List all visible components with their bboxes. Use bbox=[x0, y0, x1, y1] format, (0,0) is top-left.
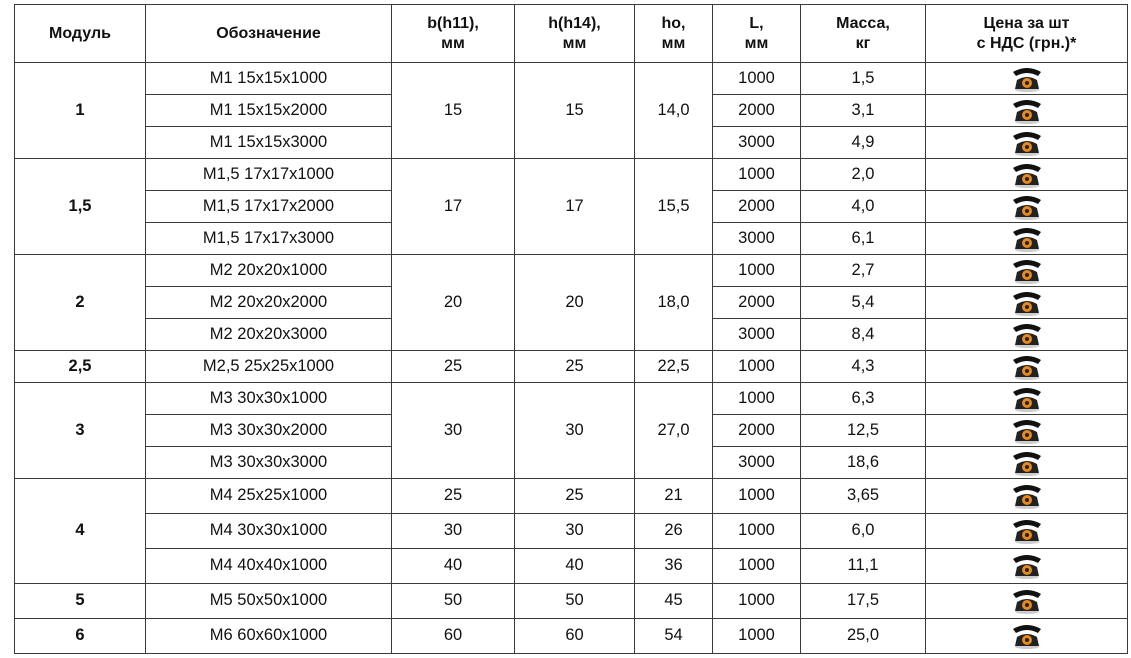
price-cell[interactable] bbox=[926, 319, 1128, 351]
telephone-icon[interactable] bbox=[1011, 98, 1043, 124]
col-header-h: h(h14), мм bbox=[515, 5, 635, 63]
ho-cell: 15,5 bbox=[635, 159, 713, 255]
h-cell: 60 bbox=[515, 619, 635, 654]
length-cell: 1000 bbox=[713, 514, 801, 549]
price-cell[interactable] bbox=[926, 584, 1128, 619]
length-cell: 3000 bbox=[713, 127, 801, 159]
module-cell: 1,5 bbox=[15, 159, 146, 255]
designation-cell: М3 30х30х2000 bbox=[146, 415, 392, 447]
header-row bbox=[15, 5, 1128, 63]
telephone-icon[interactable] bbox=[1011, 130, 1043, 156]
price-cell[interactable] bbox=[926, 514, 1128, 549]
col-header-length: L, мм bbox=[713, 5, 801, 63]
table-row bbox=[15, 584, 1128, 619]
col-header-b: b(h11), мм bbox=[392, 5, 515, 63]
price-cell[interactable] bbox=[926, 95, 1128, 127]
length-cell: 1000 bbox=[713, 549, 801, 584]
mass-cell: 3,1 bbox=[801, 95, 926, 127]
table-row bbox=[15, 351, 1128, 383]
h-cell: 50 bbox=[515, 584, 635, 619]
ho-cell: 54 bbox=[635, 619, 713, 654]
b-cell: 25 bbox=[392, 351, 515, 383]
length-cell: 3000 bbox=[713, 447, 801, 479]
col-header-module: Модуль bbox=[15, 5, 146, 63]
telephone-icon[interactable] bbox=[1011, 450, 1043, 476]
designation-cell: М4 25х25х1000 bbox=[146, 479, 392, 514]
mass-cell: 18,6 bbox=[801, 447, 926, 479]
designation-cell: М1,5 17х17х1000 bbox=[146, 159, 392, 191]
telephone-icon[interactable] bbox=[1011, 290, 1043, 316]
table-row bbox=[15, 619, 1128, 654]
length-cell: 2000 bbox=[713, 415, 801, 447]
h-cell: 25 bbox=[515, 351, 635, 383]
module-cell: 6 bbox=[15, 619, 146, 654]
designation-cell: М1 15х15х3000 bbox=[146, 127, 392, 159]
h-cell: 30 bbox=[515, 514, 635, 549]
module-cell: 2 bbox=[15, 255, 146, 351]
length-cell: 2000 bbox=[713, 95, 801, 127]
price-cell[interactable] bbox=[926, 287, 1128, 319]
telephone-icon[interactable] bbox=[1011, 162, 1043, 188]
ho-cell: 27,0 bbox=[635, 383, 713, 479]
table-row bbox=[15, 514, 1128, 549]
telephone-icon[interactable] bbox=[1011, 322, 1043, 348]
length-cell: 1000 bbox=[713, 619, 801, 654]
b-cell: 40 bbox=[392, 549, 515, 584]
mass-cell: 1,5 bbox=[801, 63, 926, 95]
designation-cell: М5 50х50х1000 bbox=[146, 584, 392, 619]
designation-cell: М6 60х60х1000 bbox=[146, 619, 392, 654]
b-cell: 30 bbox=[392, 383, 515, 479]
col-header-ho: ho, мм bbox=[635, 5, 713, 63]
ho-cell: 18,0 bbox=[635, 255, 713, 351]
length-cell: 1000 bbox=[713, 383, 801, 415]
mass-cell: 11,1 bbox=[801, 549, 926, 584]
telephone-icon[interactable] bbox=[1011, 518, 1043, 544]
telephone-icon[interactable] bbox=[1011, 354, 1043, 380]
table-row bbox=[15, 383, 1128, 415]
module-cell: 2,5 bbox=[15, 351, 146, 383]
b-cell: 15 bbox=[392, 63, 515, 159]
designation-cell: М1 15х15х2000 bbox=[146, 95, 392, 127]
telephone-icon[interactable] bbox=[1011, 66, 1043, 92]
mass-cell: 3,65 bbox=[801, 479, 926, 514]
ho-cell: 45 bbox=[635, 584, 713, 619]
price-cell[interactable] bbox=[926, 619, 1128, 654]
designation-cell: М3 30х30х3000 bbox=[146, 447, 392, 479]
mass-cell: 6,3 bbox=[801, 383, 926, 415]
designation-cell: М3 30х30х1000 bbox=[146, 383, 392, 415]
col-header-designation: Обозначение bbox=[146, 5, 392, 63]
module-cell: 3 bbox=[15, 383, 146, 479]
designation-cell: М2 20х20х3000 bbox=[146, 319, 392, 351]
price-cell[interactable] bbox=[926, 223, 1128, 255]
h-cell: 25 bbox=[515, 479, 635, 514]
table-row bbox=[15, 63, 1128, 95]
ho-cell: 14,0 bbox=[635, 63, 713, 159]
price-table bbox=[14, 4, 1128, 654]
price-cell[interactable] bbox=[926, 255, 1128, 287]
price-cell[interactable] bbox=[926, 159, 1128, 191]
b-cell: 30 bbox=[392, 514, 515, 549]
price-cell[interactable] bbox=[926, 415, 1128, 447]
b-cell: 60 bbox=[392, 619, 515, 654]
mass-cell: 12,5 bbox=[801, 415, 926, 447]
module-cell: 4 bbox=[15, 479, 146, 584]
designation-cell: М1,5 17х17х2000 bbox=[146, 191, 392, 223]
b-cell: 17 bbox=[392, 159, 515, 255]
length-cell: 1000 bbox=[713, 584, 801, 619]
table-row bbox=[15, 549, 1128, 584]
length-cell: 1000 bbox=[713, 255, 801, 287]
h-cell: 15 bbox=[515, 63, 635, 159]
mass-cell: 4,9 bbox=[801, 127, 926, 159]
col-header-mass: Масса, кг bbox=[801, 5, 926, 63]
telephone-icon[interactable] bbox=[1011, 553, 1043, 579]
price-cell[interactable] bbox=[926, 447, 1128, 479]
module-cell: 5 bbox=[15, 584, 146, 619]
price-cell[interactable] bbox=[926, 63, 1128, 95]
table-row bbox=[15, 159, 1128, 191]
mass-cell: 17,5 bbox=[801, 584, 926, 619]
ho-cell: 36 bbox=[635, 549, 713, 584]
mass-cell: 4,0 bbox=[801, 191, 926, 223]
length-cell: 3000 bbox=[713, 223, 801, 255]
length-cell: 3000 bbox=[713, 319, 801, 351]
price-cell[interactable] bbox=[926, 479, 1128, 514]
designation-cell: М2,5 25х25х1000 bbox=[146, 351, 392, 383]
h-cell: 17 bbox=[515, 159, 635, 255]
mass-cell: 4,3 bbox=[801, 351, 926, 383]
designation-cell: М1 15х15х1000 bbox=[146, 63, 392, 95]
table-row bbox=[15, 479, 1128, 514]
price-cell[interactable] bbox=[926, 351, 1128, 383]
telephone-icon[interactable] bbox=[1011, 386, 1043, 412]
b-cell: 20 bbox=[392, 255, 515, 351]
b-cell: 25 bbox=[392, 479, 515, 514]
designation-cell: М2 20х20х2000 bbox=[146, 287, 392, 319]
telephone-icon[interactable] bbox=[1011, 258, 1043, 284]
telephone-icon[interactable] bbox=[1011, 226, 1043, 252]
h-cell: 20 bbox=[515, 255, 635, 351]
h-cell: 30 bbox=[515, 383, 635, 479]
table-row bbox=[15, 255, 1128, 287]
mass-cell: 6,1 bbox=[801, 223, 926, 255]
ho-cell: 21 bbox=[635, 479, 713, 514]
mass-cell: 2,7 bbox=[801, 255, 926, 287]
designation-cell: М4 40х40х1000 bbox=[146, 549, 392, 584]
mass-cell: 8,4 bbox=[801, 319, 926, 351]
price-cell[interactable] bbox=[926, 549, 1128, 584]
ho-cell: 22,5 bbox=[635, 351, 713, 383]
length-cell: 2000 bbox=[713, 191, 801, 223]
length-cell: 1000 bbox=[713, 479, 801, 514]
designation-cell: М4 30х30х1000 bbox=[146, 514, 392, 549]
length-cell: 1000 bbox=[713, 63, 801, 95]
price-cell[interactable] bbox=[926, 383, 1128, 415]
module-cell: 1 bbox=[15, 63, 146, 159]
designation-cell: М1,5 17х17х3000 bbox=[146, 223, 392, 255]
length-cell: 1000 bbox=[713, 351, 801, 383]
h-cell: 40 bbox=[515, 549, 635, 584]
col-header-price: Цена за шт с НДС (грн.)* bbox=[926, 5, 1128, 63]
telephone-icon[interactable] bbox=[1011, 623, 1043, 649]
mass-cell: 6,0 bbox=[801, 514, 926, 549]
length-cell: 1000 bbox=[713, 159, 801, 191]
telephone-icon[interactable] bbox=[1011, 418, 1043, 444]
price-cell[interactable] bbox=[926, 191, 1128, 223]
price-cell[interactable] bbox=[926, 127, 1128, 159]
telephone-icon[interactable] bbox=[1011, 483, 1043, 509]
b-cell: 50 bbox=[392, 584, 515, 619]
mass-cell: 25,0 bbox=[801, 619, 926, 654]
mass-cell: 2,0 bbox=[801, 159, 926, 191]
telephone-icon[interactable] bbox=[1011, 588, 1043, 614]
designation-cell: М2 20х20х1000 bbox=[146, 255, 392, 287]
length-cell: 2000 bbox=[713, 287, 801, 319]
ho-cell: 26 bbox=[635, 514, 713, 549]
telephone-icon[interactable] bbox=[1011, 194, 1043, 220]
mass-cell: 5,4 bbox=[801, 287, 926, 319]
